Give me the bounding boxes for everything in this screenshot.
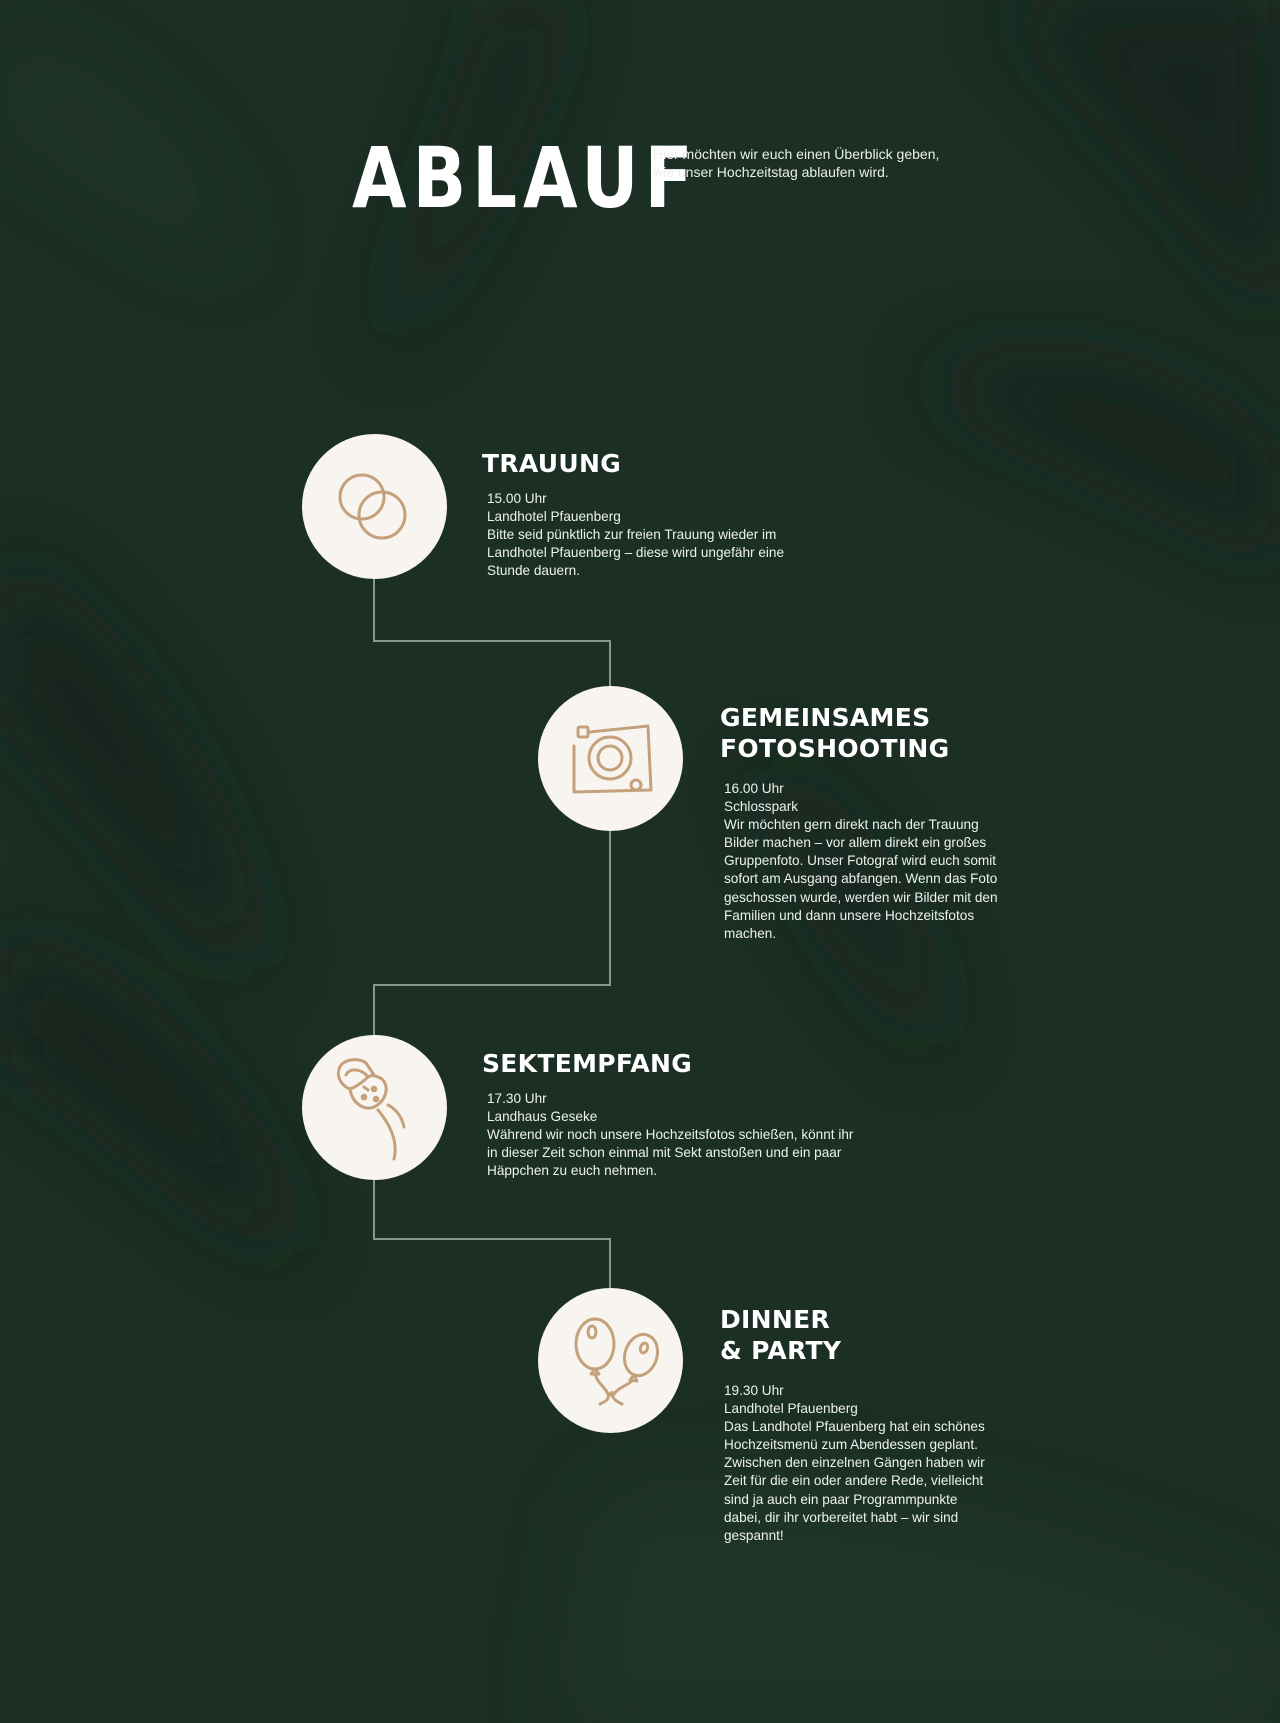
page-title: ABLAUF (352, 129, 699, 227)
event-details-fotoshooting (724, 780, 998, 943)
event-title-sektempfang (482, 1048, 692, 1079)
event-time: 19.30 Uhr (724, 1383, 784, 1398)
balloons-icon (538, 1288, 683, 1433)
event-details-trauung (487, 490, 784, 580)
event-title-dinner-party (720, 1304, 841, 1366)
event-description-line: Wir möchten gern direkt nach der Trauung (724, 817, 979, 833)
event-title-line: & PARTY (720, 1336, 842, 1365)
event-description-line: machen. (724, 925, 777, 941)
event-description-line: dabei, dir ihr vorbereitet habt – wir sind (724, 1509, 959, 1525)
event-location: Landhotel Pfauenberg (724, 1401, 858, 1417)
event-circle-sektempfang (302, 1035, 447, 1180)
event-description-line: Zwischen den einzelnen Gängen haben wir (724, 1455, 985, 1471)
intro-line: Hier möchten wir euch einen Überblick geben, (653, 146, 940, 162)
event-description-line: Während wir noch unsere Hochzeitsfotos schießen, könnt ihr (487, 1127, 854, 1143)
event-description-line: Gruppenfoto. Unser Fotograf wird euch somit (724, 853, 997, 869)
event-description-line: Stunde dauern. (487, 563, 580, 579)
event-description-line: geschossen wurde, werden wir Bilder mit den (724, 889, 998, 905)
event-location: Landhaus Geseke (487, 1109, 598, 1125)
event-description-line: Bitte seid pünktlich zur freien Trauung wieder im (487, 527, 777, 543)
event-time: 17.30 Uhr (487, 1091, 547, 1106)
event-title-line: DINNER (720, 1305, 831, 1334)
champagne-cork-icon (302, 1035, 447, 1180)
event-description-line: Landhotel Pfauenberg – diese wird ungefähr eine (487, 545, 785, 561)
event-circle-trauung (302, 434, 447, 579)
intro-line: wie unser Hochzeitstag ablaufen wird. (653, 164, 889, 180)
event-description-line: in dieser Zeit schon einmal mit Sekt anstoßen und ein paar (487, 1145, 842, 1161)
event-description-line: Das Landhotel Pfauenberg hat ein schönes (724, 1419, 985, 1435)
event-title-fotoshooting (720, 702, 949, 764)
event-description-line: sofort am Ausgang abfangen. Wenn das Foto (724, 871, 998, 887)
event-description-line: sind ja auch ein paar Programmpunkte (724, 1491, 958, 1507)
event-title-trauung (482, 448, 621, 479)
event-description-line: Familien und dann unsere Hochzeitsfotos (724, 907, 975, 923)
event-description-line: gespannt! (724, 1527, 784, 1543)
event-circle-fotoshooting (538, 686, 683, 831)
event-title-line: FOTOSHOOTING (720, 734, 950, 763)
event-time: 15.00 Uhr (487, 491, 547, 506)
event-description-line: Hochzeitsmenü zum Abendessen geplant. (724, 1437, 978, 1453)
event-title-line: TRAUUNG (482, 449, 622, 478)
event-description-line: Zeit für die ein oder andere Rede, vielleicht (724, 1473, 984, 1489)
event-title-line: SEKTEMPFANG (482, 1049, 693, 1078)
event-details-sektempfang (487, 1090, 853, 1180)
wedding-rings-icon (302, 434, 447, 579)
event-description-line: Häppchen zu euch nehmen. (487, 1163, 658, 1179)
event-details-dinner-party (724, 1382, 985, 1545)
event-title-line: GEMEINSAMES (720, 703, 931, 732)
event-location: Schlosspark (724, 799, 799, 815)
event-location: Landhotel Pfauenberg (487, 509, 621, 525)
event-description-line: Bilder machen – vor allem direkt ein großes (724, 835, 987, 851)
event-time: 16.00 Uhr (724, 781, 784, 796)
event-circle-dinner-party (538, 1288, 683, 1433)
camera-icon (538, 686, 683, 831)
